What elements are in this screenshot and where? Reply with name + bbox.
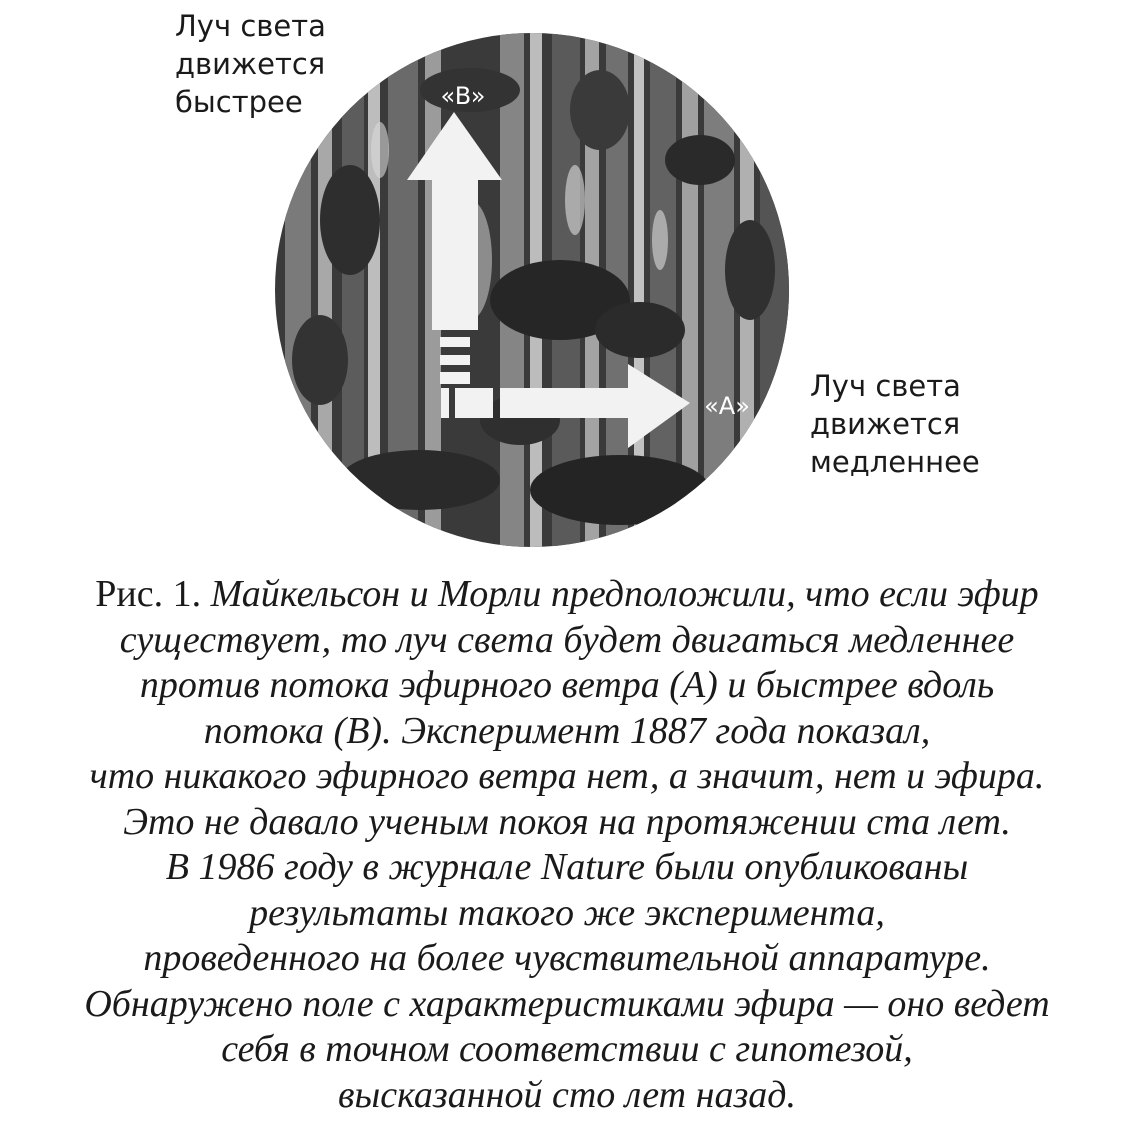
caption-line: что никакого эфирного ветра нет, а значит, нет и эфира. [89, 755, 1045, 797]
marker-a: «A» [704, 392, 750, 420]
label-b-line: движется [175, 47, 326, 81]
caption-line: потока (В). Эксперимент 1887 года показал, [203, 709, 931, 752]
label-a-line: медленнее [810, 445, 980, 479]
forest-texture [285, 30, 790, 550]
label-b-line: Луч света [175, 9, 326, 43]
forest-circle-image [270, 30, 800, 550]
marker-b: «B» [440, 82, 486, 110]
label-a-slower [810, 367, 980, 481]
caption-line-text: Майкельсон и Морли предположили, что если эфир [210, 573, 1039, 615]
caption-line: Обнаружено поле с характеристиками эфира — оно ведет [84, 982, 1050, 1025]
caption-line-1 [0, 572, 1134, 618]
caption-line: В 1986 году в журнале Nature были опубликованы [165, 846, 969, 888]
label-a-line: Луч света [810, 369, 961, 403]
label-a-line: движется [810, 407, 961, 441]
caption-line: проведенного на более чувствительной аппаратуре. [143, 937, 991, 979]
label-b-line: быстрее [175, 85, 303, 119]
caption-line: против потока эфирного ветра (А) и быстрее вдоль [139, 664, 995, 706]
caption-line: Это не давало ученым покоя на протяжении ста лет. [123, 800, 1011, 843]
caption-line: существует, то луч света будет двигаться медленнее [119, 618, 1015, 661]
label-b-faster [175, 7, 326, 121]
caption-line: высказанной сто лет назад. [338, 1073, 796, 1116]
figure-number: Рис. 1. [95, 573, 202, 615]
caption-line: результаты такого же эксперимента, [249, 891, 885, 934]
caption-line: себя в точном соответствии с гипотезой, [221, 1028, 913, 1070]
figure-caption [0, 572, 1134, 1118]
